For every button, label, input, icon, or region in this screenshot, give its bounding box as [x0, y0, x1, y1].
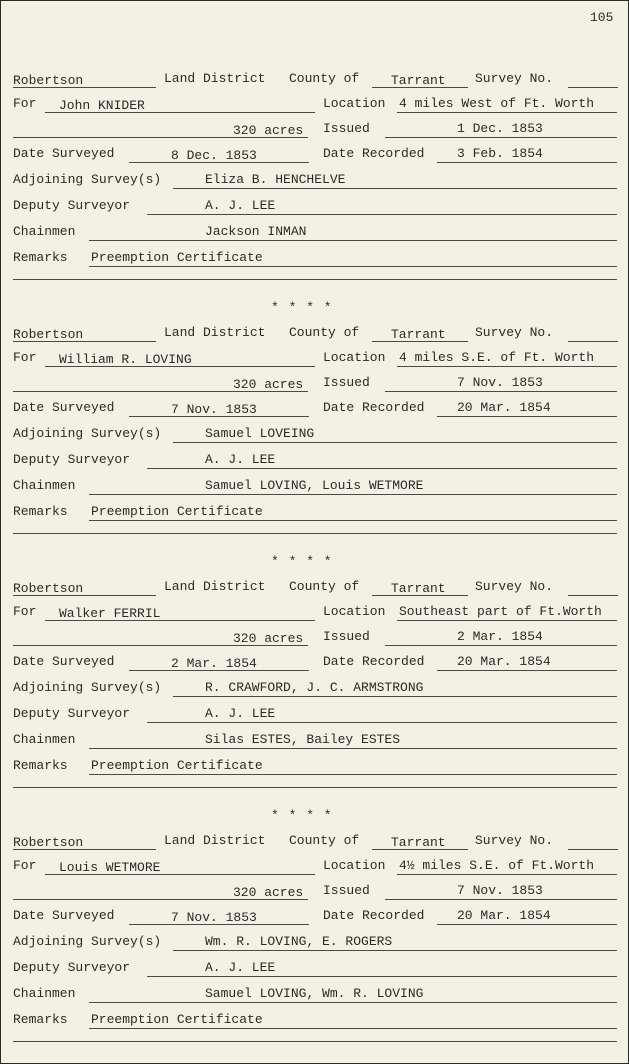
survey-no-label: Survey No.	[475, 579, 554, 594]
issued-value: 7 Nov. 1853	[457, 375, 543, 390]
for-row	[13, 350, 621, 370]
district-value: Robertson	[13, 835, 84, 850]
adjoining-value: Wm. R. LOVING, E. ROGERS	[205, 934, 393, 949]
for-value: William R. LOVING	[59, 352, 192, 367]
deputy-row	[13, 198, 621, 218]
remarks-label: Remarks	[13, 758, 68, 773]
issued-label: Issued	[323, 883, 370, 898]
deputy-row	[13, 960, 621, 980]
for-label: For	[13, 858, 37, 873]
location-label: Location	[323, 96, 386, 111]
survey-no-label: Survey No.	[475, 71, 554, 86]
chainmen-label: Chainmen	[13, 732, 76, 747]
chainmen-label: Chainmen	[13, 478, 76, 493]
remarks-value: Preemption Certificate	[91, 758, 263, 773]
date-recorded-label: Date Recorded	[323, 400, 425, 415]
date-surveyed-label: Date Surveyed	[13, 400, 115, 415]
date-surveyed-value: 2 Mar. 1854	[171, 656, 257, 671]
county-of-label: County of	[289, 833, 360, 848]
chainmen-row	[13, 986, 621, 1006]
for-label: For	[13, 604, 37, 619]
adjoining-value: Samuel LOVEING	[205, 426, 315, 441]
adjoining-value: Eliza B. HENCHELVE	[205, 172, 346, 187]
remarks-label: Remarks	[13, 1012, 68, 1027]
acres-value: 320 acres	[233, 885, 304, 900]
date-surveyed-value: 7 Nov. 1853	[171, 402, 257, 417]
chainmen-value: Samuel LOVING, Louis WETMORE	[205, 478, 424, 493]
deputy-value: A. J. LEE	[205, 198, 276, 213]
county-of-label: County of	[289, 325, 360, 340]
chainmen-value: Jackson INMAN	[205, 224, 307, 239]
date-recorded-value: 3 Feb. 1854	[457, 146, 543, 161]
remarks-label: Remarks	[13, 504, 68, 519]
county-value: Tarrant	[391, 581, 446, 596]
land-district-label: Land District	[164, 579, 266, 594]
date-recorded-label: Date Recorded	[323, 146, 425, 161]
adjoining-row	[13, 172, 621, 192]
district-value: Robertson	[13, 73, 84, 88]
page-number: 105	[590, 10, 614, 25]
deputy-row	[13, 706, 621, 726]
record-divider	[13, 533, 617, 534]
for-row	[13, 604, 621, 624]
survey-record	[13, 833, 621, 1057]
location-value: 4 miles West of Ft. Worth	[399, 96, 595, 111]
record-divider	[13, 279, 617, 280]
record-separator-stars: * * * *	[271, 808, 333, 823]
dates-row	[13, 654, 621, 674]
for-row	[13, 858, 621, 878]
record-divider	[13, 787, 617, 788]
acres-value: 320 acres	[233, 123, 304, 138]
adjoining-label: Adjoining Survey(s)	[13, 680, 162, 695]
deputy-value: A. J. LEE	[205, 706, 276, 721]
date-recorded-value: 20 Mar. 1854	[457, 908, 551, 923]
county-of-label: County of	[289, 71, 360, 86]
district-value: Robertson	[13, 581, 84, 596]
survey-record	[13, 71, 621, 295]
date-surveyed-label: Date Surveyed	[13, 146, 115, 161]
adjoining-row	[13, 934, 621, 954]
county-value: Tarrant	[391, 327, 446, 342]
chainmen-value: Silas ESTES, Bailey ESTES	[205, 732, 401, 747]
land-district-label: Land District	[164, 325, 266, 340]
remarks-row	[13, 1012, 621, 1032]
for-value: Louis WETMORE	[59, 860, 161, 875]
survey-no-label: Survey No.	[475, 833, 554, 848]
remarks-label: Remarks	[13, 250, 68, 265]
chainmen-label: Chainmen	[13, 986, 76, 1001]
date-surveyed-label: Date Surveyed	[13, 654, 115, 669]
chainmen-label: Chainmen	[13, 224, 76, 239]
chainmen-value: Samuel LOVING, Wm. R. LOVING	[205, 986, 424, 1001]
land-district-label: Land District	[164, 833, 266, 848]
for-row	[13, 96, 621, 116]
remarks-value: Preemption Certificate	[91, 1012, 263, 1027]
location-label: Location	[323, 858, 386, 873]
adjoining-label: Adjoining Survey(s)	[13, 172, 162, 187]
location-value: 4½ miles S.E. of Ft.Worth	[399, 858, 595, 873]
survey-record	[13, 325, 621, 549]
deputy-value: A. J. LEE	[205, 960, 276, 975]
district-row	[13, 71, 621, 91]
acres-row	[13, 121, 621, 141]
issued-label: Issued	[323, 121, 370, 136]
dates-row	[13, 146, 621, 166]
chainmen-row	[13, 732, 621, 752]
date-recorded-label: Date Recorded	[323, 654, 425, 669]
survey-no-label: Survey No.	[475, 325, 554, 340]
remarks-row	[13, 250, 621, 270]
issued-label: Issued	[323, 629, 370, 644]
adjoining-label: Adjoining Survey(s)	[13, 426, 162, 441]
county-value: Tarrant	[391, 835, 446, 850]
date-recorded-label: Date Recorded	[323, 908, 425, 923]
location-label: Location	[323, 350, 386, 365]
for-label: For	[13, 96, 37, 111]
location-value: 4 miles S.E. of Ft. Worth	[399, 350, 595, 365]
date-surveyed-value: 8 Dec. 1853	[171, 148, 257, 163]
chainmen-row	[13, 478, 621, 498]
county-value: Tarrant	[391, 73, 446, 88]
deputy-value: A. J. LEE	[205, 452, 276, 467]
acres-value: 320 acres	[233, 377, 304, 392]
dates-row	[13, 908, 621, 928]
for-value: Walker FERRIL	[59, 606, 161, 621]
deputy-label: Deputy Surveyor	[13, 706, 131, 721]
for-value: John KNIDER	[59, 98, 145, 113]
deputy-label: Deputy Surveyor	[13, 960, 131, 975]
acres-row	[13, 375, 621, 395]
survey-record	[13, 579, 621, 803]
issued-value: 2 Mar. 1854	[457, 629, 543, 644]
remarks-row	[13, 504, 621, 524]
location-label: Location	[323, 604, 386, 619]
date-surveyed-value: 7 Nov. 1853	[171, 910, 257, 925]
dates-row	[13, 400, 621, 420]
adjoining-value: R. CRAWFORD, J. C. ARMSTRONG	[205, 680, 424, 695]
acres-row	[13, 883, 621, 903]
county-of-label: County of	[289, 579, 360, 594]
date-recorded-value: 20 Mar. 1854	[457, 400, 551, 415]
remarks-row	[13, 758, 621, 778]
adjoining-row	[13, 426, 621, 446]
deputy-row	[13, 452, 621, 472]
land-district-label: Land District	[164, 71, 266, 86]
issued-value: 7 Nov. 1853	[457, 883, 543, 898]
district-row	[13, 579, 621, 599]
record-separator-stars: * * * *	[271, 554, 333, 569]
deputy-label: Deputy Surveyor	[13, 198, 131, 213]
adjoining-label: Adjoining Survey(s)	[13, 934, 162, 949]
record-separator-stars: * * * *	[271, 300, 333, 315]
for-label: For	[13, 350, 37, 365]
remarks-value: Preemption Certificate	[91, 250, 263, 265]
acres-row	[13, 629, 621, 649]
deputy-label: Deputy Surveyor	[13, 452, 131, 467]
chainmen-row	[13, 224, 621, 244]
date-recorded-value: 20 Mar. 1854	[457, 654, 551, 669]
adjoining-row	[13, 680, 621, 700]
acres-value: 320 acres	[233, 631, 304, 646]
date-surveyed-label: Date Surveyed	[13, 908, 115, 923]
record-divider	[13, 1041, 617, 1042]
location-value: Southeast part of Ft.Worth	[399, 604, 602, 619]
district-row	[13, 833, 621, 853]
remarks-value: Preemption Certificate	[91, 504, 263, 519]
issued-value: 1 Dec. 1853	[457, 121, 543, 136]
district-value: Robertson	[13, 327, 84, 342]
district-row	[13, 325, 621, 345]
issued-label: Issued	[323, 375, 370, 390]
